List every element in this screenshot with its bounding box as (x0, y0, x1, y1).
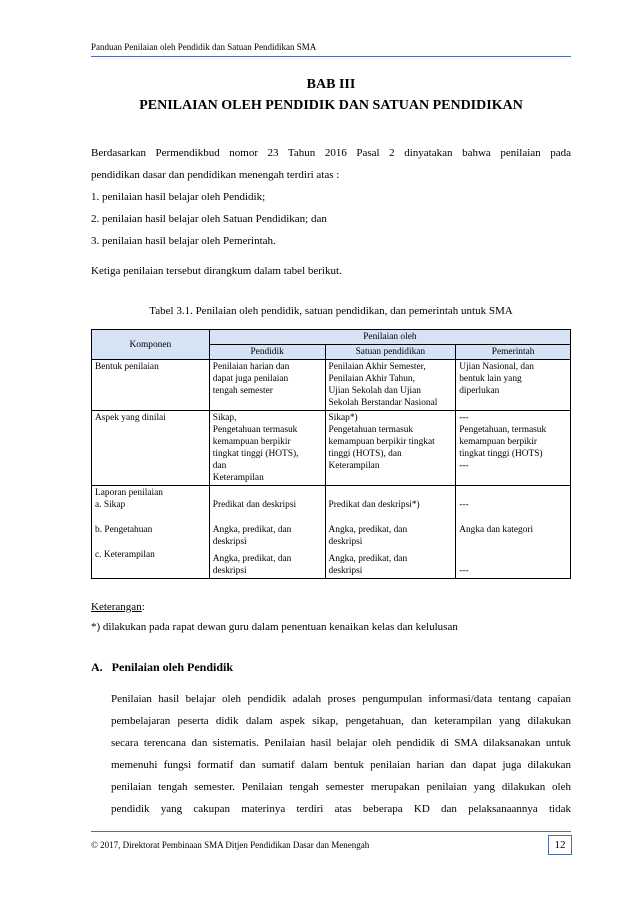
cell-line: kemampuan berpikir (459, 437, 538, 447)
table-cell (325, 411, 456, 486)
chapter-title: PENILAIAN OLEH PENDIDIK DAN SATUAN PENDIDIKAN (139, 98, 523, 113)
cell-line: Sekolah Berstandar Nasional (328, 398, 438, 408)
notes-heading-line (91, 600, 571, 615)
header-group: Penilaian oleh (209, 330, 570, 345)
list-item: 2. penilaian hasil belajar oleh Satuan Pendidikan; dan (91, 213, 327, 225)
cell-line: dan (212, 461, 227, 471)
table-cell (456, 486, 571, 579)
cell-line: deskripsi (212, 566, 247, 576)
row-label: Bentuk penilaian (92, 360, 210, 411)
cell-line: Ujian Sekolah dan Ujian (328, 386, 421, 396)
cell-line: Angka, predikat, dan (212, 525, 292, 535)
section-a-paragraph (111, 688, 571, 820)
paragraph-line: pendidik yang cakupan materinya terdiri atas beberapa KD dan pelaksanaannya tidak (111, 803, 571, 815)
cell-line: Pengetahuan termasuk (212, 425, 298, 435)
cell-line: Sikap*) (328, 413, 358, 423)
list-item: 1. penilaian hasil belajar oleh Pendidik; (91, 191, 266, 203)
table-intro: Ketiga penilaian tersebut dirangkum dalam tabel berikut. (91, 265, 342, 277)
footer-copyright: © 2017, Direktorat Pembinaan SMA Ditjen Pendidikan Dasar dan Menengah (91, 840, 370, 850)
header-pendidik: Pendidik (209, 345, 325, 360)
row-label (92, 486, 210, 579)
cell-line: Pengetahuan, termasuk (459, 425, 547, 435)
cell-line: deskripsi (328, 537, 363, 547)
cell-line: Sikap, (212, 413, 237, 423)
cell-line: Penilaian harian dan (212, 362, 290, 372)
table-cell (209, 486, 325, 579)
table-row (92, 360, 571, 411)
cell-line: bentuk lain yang (459, 374, 522, 384)
cell-line: a. Sikap (95, 500, 126, 510)
cell-line: Predikat dan deskripsi (212, 500, 297, 510)
notes-heading-colon: : (141, 601, 145, 613)
cell-line: dapat juga penilaian (212, 374, 289, 384)
assessment-table (91, 329, 571, 579)
cell-line: --- (459, 500, 469, 510)
paragraph-line: penilaian tengah semester. Penilaian tengah semester merupakan penilaian yang dilakukan oleh (111, 781, 571, 793)
cell-line: Angka, predikat, dan (212, 554, 292, 564)
table-caption: Tabel 3.1. Penilaian oleh pendidik, satuan pendidikan, dan pemerintah untuk SMA (149, 305, 513, 317)
paragraph-line: pembelajaran peserta didik dalam aspek sikap, pengetahuan, dan keterampilan yang dilakukan (111, 715, 571, 727)
cell-line: --- (459, 566, 469, 576)
section-a-heading: A. Penilaian oleh Pendidik (91, 660, 234, 674)
cell-line: Pengetahuan termasuk (328, 425, 414, 435)
header-satuan: Satuan pendidikan (325, 345, 456, 360)
notes-text: *) dilakukan pada rapat dewan guru dalam penentuan kenaikan kelas dan kelulusan (91, 621, 458, 633)
header-pemerintah: Pemerintah (456, 345, 571, 360)
table-cell (209, 360, 325, 411)
header-komponen: Komponen (92, 330, 210, 360)
cell-line: kemampuan berpikir (212, 437, 291, 447)
cell-line: tinggi (HOTS), dan (328, 449, 402, 459)
cell-line: Laporan penilaian (95, 488, 163, 498)
cell-line: deskripsi (212, 537, 247, 547)
paragraph-line: Penilaian hasil belajar oleh pendidik adalah proses pengumpulan informasi/data tentang capaian (111, 693, 571, 705)
page-number: 12 (548, 835, 572, 855)
chapter-label: BAB III (306, 77, 356, 92)
cell-line: kemampuan berpikir tingkat (328, 437, 435, 447)
cell-line: Predikat dan deskripsi*) (328, 500, 420, 510)
table-cell (325, 360, 456, 411)
cell-line: Penilaian Akhir Semester, (328, 362, 426, 372)
cell-line: --- (459, 413, 469, 423)
table-cell (325, 486, 456, 579)
cell-line: c. Keterampilan (95, 550, 155, 560)
list-item: 3. penilaian hasil belajar oleh Pemerintah. (91, 235, 276, 247)
intro-line: pendidikan dasar dan pendidikan menengah terdiri atas : (91, 169, 340, 181)
footer-divider (91, 831, 571, 832)
header-divider (91, 56, 571, 57)
cell-line: Keterampilan (212, 473, 264, 483)
table-cell (456, 360, 571, 411)
cell-line: b. Pengetahuan (95, 525, 153, 535)
intro-line: Berdasarkan Permendikbud nomor 23 Tahun 2016 Pasal 2 dinyatakan bahwa penilaian pada (91, 147, 571, 159)
cell-line: Penilaian Akhir Tahun, (328, 374, 415, 384)
table-row (92, 411, 571, 486)
cell-line: Angka, predikat, dan (328, 554, 408, 564)
cell-line: diperlukan (459, 386, 500, 396)
running-header: Panduan Penilaian oleh Pendidik dan Satuan Pendidikan SMA (91, 42, 317, 52)
cell-line: tingkat tinggi (HOTS) (459, 449, 543, 459)
notes-heading: Keterangan (91, 601, 142, 613)
cell-line: Keterampilan (328, 461, 380, 471)
paragraph-line: memenuhi fungsi formatif dan sumatif dalam bentuk penilaian harian dan dapat juga dilakukan (111, 759, 571, 771)
table-row (92, 486, 571, 579)
cell-line: --- (459, 461, 469, 471)
cell-line: Angka, predikat, dan (328, 525, 408, 535)
row-label: Aspek yang dinilai (92, 411, 210, 486)
table-cell (456, 411, 571, 486)
cell-line: tengah semester (212, 386, 273, 396)
cell-line: tingkat tinggi (HOTS), (212, 449, 299, 459)
table-cell (209, 411, 325, 486)
intro-paragraph (91, 146, 571, 249)
cell-line: deskripsi (328, 566, 363, 576)
cell-line: Angka dan kategori (459, 525, 534, 535)
paragraph-line: secara terencana dan sistematis. Penilaian hasil belajar oleh pendidik di SMA dilaksanakan untuk (111, 737, 571, 749)
table-header-row (92, 330, 571, 345)
cell-line: Ujian Nasional, dan (459, 362, 534, 372)
